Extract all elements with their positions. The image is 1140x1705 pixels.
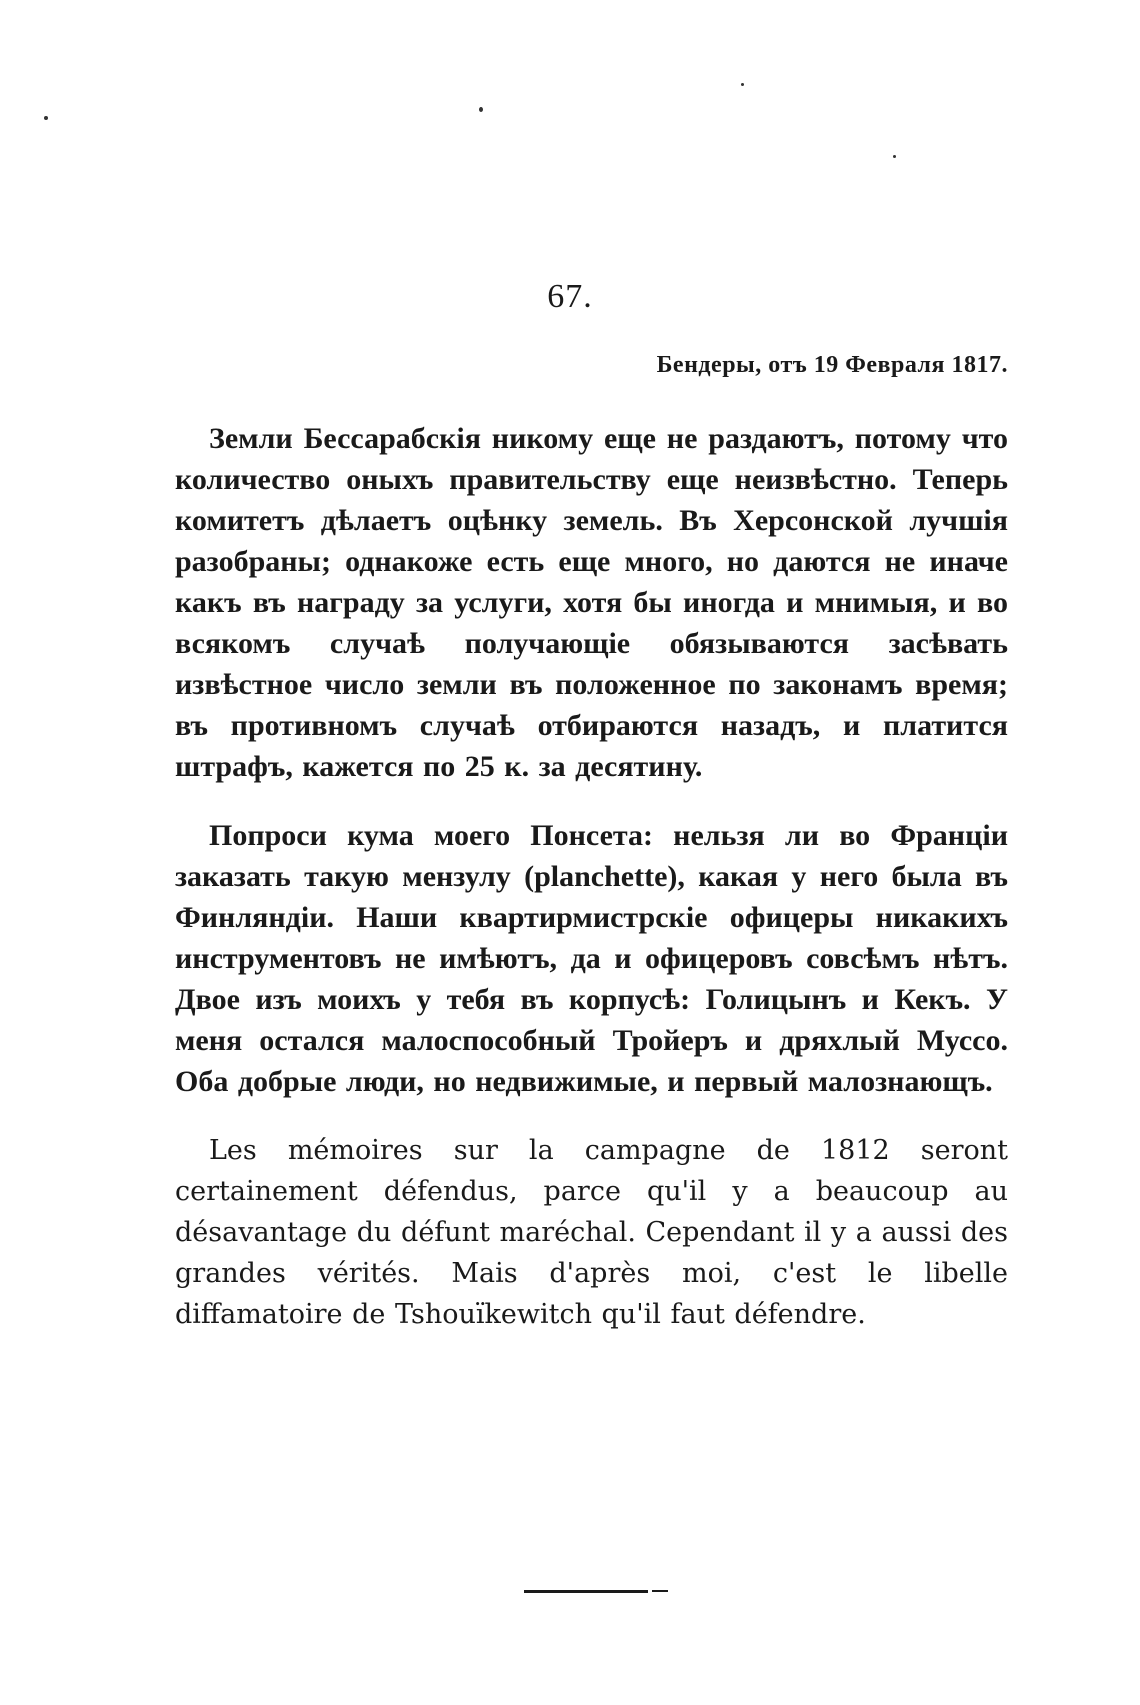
letter-number: 67. [547,278,593,315]
letter-body [175,418,1008,1363]
end-rule-tail [652,1590,668,1592]
paragraph-french-memoirs: Les mémoires sur la campagne de 1812 seront certainement défendus, parce qu'il y a beaucoup au désavantage du défunt maréchal. Cependant il y a aussi des grandes vérités. Mais d'après moi, c'est le libelle diffamatoire de Tshouïkewitch qu'il faut défendre. [175,1135,1008,1330]
dateline: Бендеры, отъ 19 Февраля 1817. [656,352,1008,378]
paragraph-land-distribution: Земли Бессарабскія никому еще не раздаютъ, потому что количество оныхъ правительству еще неизвѣстно. Теперь комитетъ дѣлаетъ оцѣнку земель. Въ Херсонской лучшія разобраны; однакоже есть еще много, но даются не иначе какъ въ награду за услуги, хотя бы иногда и мнимыя, и во всякомъ случаѣ получающіе обязываются засѣвать извѣстное число земли въ положенное по законамъ время; въ противномъ случаѣ отбираются назадъ, и платится штрафъ, кажется по 25 к. за десятину. [175,422,1008,783]
paragraph-ponset-request: Попроси кума моего Понсета: нельзя ли во Франціи заказать такую мензулу (planchette), какая у него была въ Финляндіи. Наши квартирмистрскіе офицеры никакихъ инструментовъ не имѣютъ, да и офицеровъ совсѣмъ нѣтъ. Двое изъ моихъ у тебя въ корпусѣ: Голицынъ и Кекъ. У меня остался малоспособный Тройеръ и дряхлый Муссо. Оба добрые люди, но недвижимые, и первый малознающъ. [175,819,1008,1098]
scan-speck [44,116,48,120]
scan-speck [479,107,483,112]
scan-speck [893,155,896,158]
scan-speck [741,83,744,86]
end-rule [524,1590,648,1593]
